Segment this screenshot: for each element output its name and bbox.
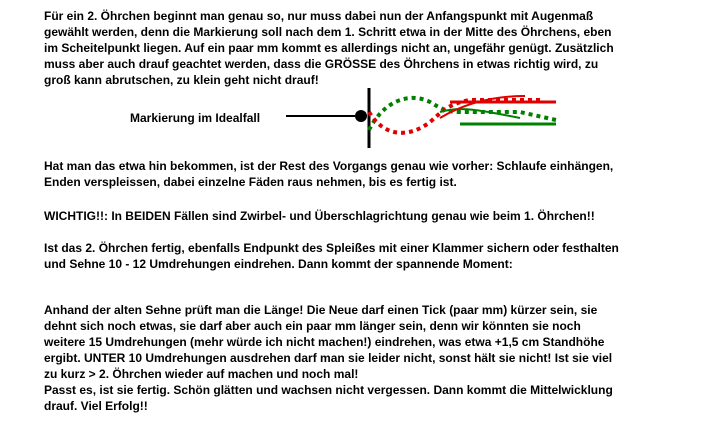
text-line: im Scheitelpunkt liegen. Auf ein paar mm kommt es allerdings nicht an, ungefähr genügt. Zusätzlich bbox=[44, 41, 614, 55]
text-line: und Sehne 10 - 12 Umdrehungen eindrehen. Dann kommt der spannende Moment: bbox=[44, 257, 513, 271]
text-line: Anhand der alten Sehne prüft man die Länge! Die Neue darf einen Tick (paar mm) kürzer sein, sie bbox=[44, 303, 598, 317]
text-line: muss aber auch drauf geachtet werden, dass die GRÖSSE des Öhrchens in etwas richtig wird, zu bbox=[44, 57, 599, 71]
text-line: groß kann abrutschen, zu klein geht nicht drauf! bbox=[44, 73, 319, 87]
marker-dot bbox=[355, 110, 367, 122]
text-line: Für ein 2. Öhrchen beginnt man genau so, nur muss dabei nun der Anfangspunkt mit Augenmaß bbox=[44, 9, 594, 23]
intro-paragraph bbox=[44, 8, 700, 88]
finish-paragraph bbox=[44, 240, 700, 272]
text-line: Enden verspleissen, dabei einzelne Fäden raus nehmen, bis es fertig ist. bbox=[44, 175, 457, 189]
marker-label: Markierung im Idealfall bbox=[130, 111, 261, 125]
text-line: gewählt werden, denn die Markierung soll nach dem 1. Schritt etwa in der Mitte des Öhrchens, eben bbox=[44, 25, 612, 39]
text-line: dehnt sich noch etwas, sie darf aber auch ein paar mm länger sein, denn wir könnten sie noch bbox=[44, 319, 581, 333]
text-line: weitere 15 Umdrehungen (mehr würde ich nicht machen!) eindrehen, was etwa +1,5 cm Standhöhe bbox=[44, 335, 605, 349]
loop-diagram bbox=[0, 82, 706, 154]
text-line: zu kurz > 2. Öhrchen wieder auf machen und noch mal! bbox=[44, 367, 359, 381]
text-line: Passt es, ist sie fertig. Schön glätten und wachsen nicht vergessen. Dann kommt die Mittelwicklung bbox=[44, 383, 613, 397]
text-line: WICHTIG!!: In BEIDEN Fällen sind Zwirbel- und Überschlagrichtung genau wie beim 1. Öhrchen!! bbox=[44, 209, 595, 223]
warning-paragraph bbox=[44, 208, 700, 224]
process-paragraph bbox=[44, 158, 700, 190]
text-line: drauf. Viel Erfolg!! bbox=[44, 399, 148, 413]
text-line: ergibt. UNTER 10 Umdrehungen ausdrehen darf man sie leider nicht, sonst hält sie nicht! Ist sie viel bbox=[44, 351, 613, 365]
text-line: Ist das 2. Öhrchen fertig, ebenfalls Endpunkt des Spleißes mit einer Klammer sichern oder festhalten bbox=[44, 241, 619, 255]
length-check-paragraph bbox=[44, 302, 700, 414]
text-line: Hat man das etwa hin bekommen, ist der Rest des Vorgangs genau wie vorher: Schlaufe einhängen, bbox=[44, 159, 614, 173]
